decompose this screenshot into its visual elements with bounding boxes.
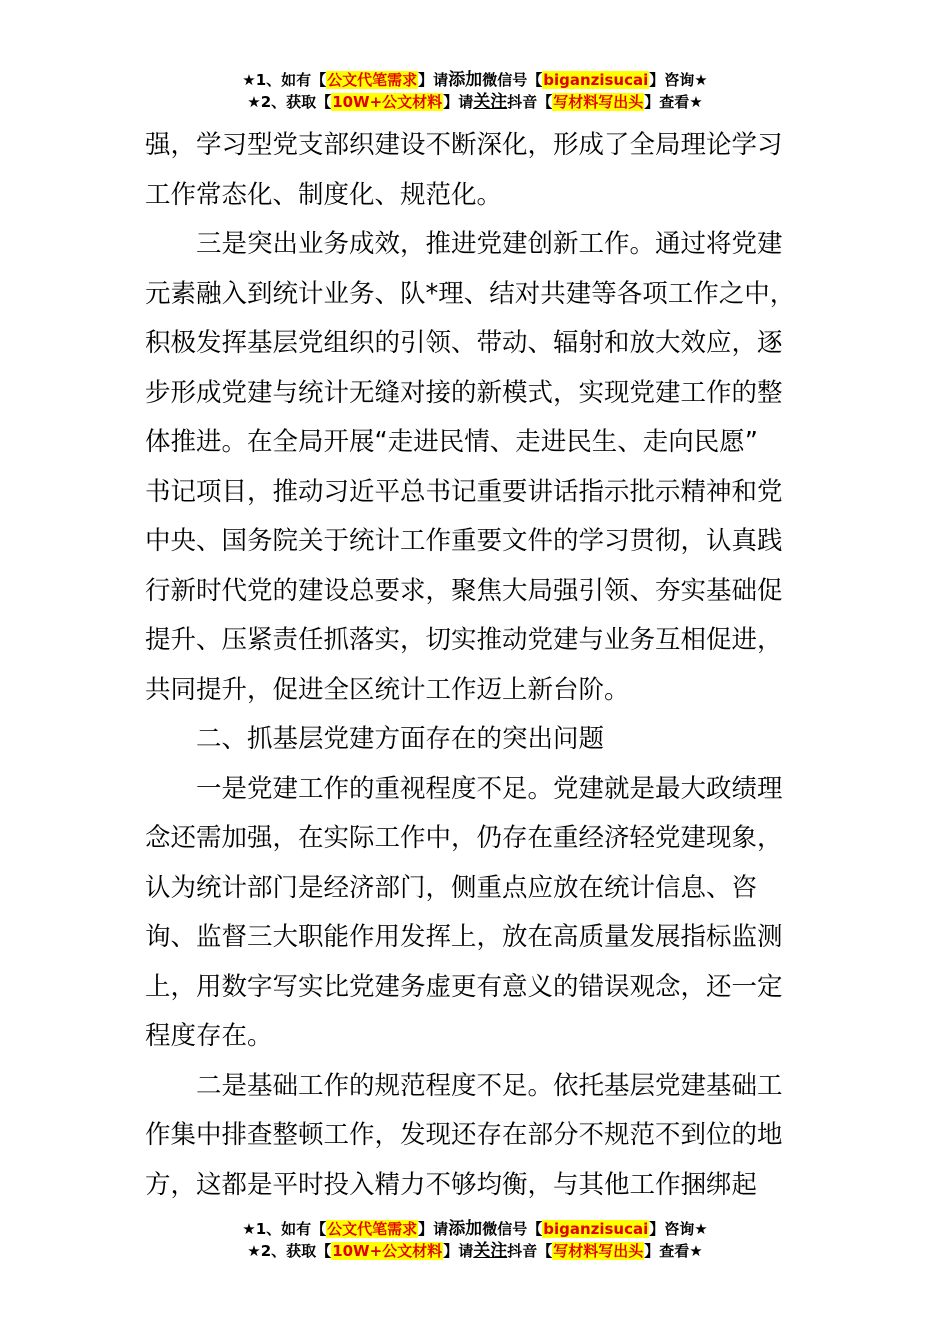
banner-text: 微信号【	[482, 1220, 543, 1238]
paragraph-2	[145, 220, 810, 715]
text-line: 程度存在。	[145, 1021, 273, 1051]
text-line: 念还需加强，在实际工作中，仍存在重经济轻党建现象，	[145, 823, 783, 853]
text-line: 共同提升，促进全区统计工作迈上新台阶。	[145, 674, 630, 705]
highlight-service: 公文代笔需求	[327, 71, 418, 89]
text-line: 行新时代党的建设总要求，聚焦大局强引领、夯实基础促	[145, 575, 783, 606]
banner-text: ★2、获取【	[247, 93, 332, 111]
paragraph-3	[145, 765, 810, 1062]
banner-emphasis: 添加	[448, 1219, 483, 1239]
highlight-wechat-id: biganzisucai	[543, 71, 649, 89]
text-line: 强，学习型党支部织建设不断深化，形成了全局理论学习	[145, 130, 783, 160]
banner-text: ★1、如有【	[242, 1220, 327, 1238]
banner-text: 】请	[443, 1242, 474, 1260]
text-line: 三是突出业务成效，推进党建创新工作。通过将党建	[196, 229, 783, 259]
banner-text: 】咨询★	[649, 1220, 708, 1238]
banner-text: 】咨询★	[649, 71, 708, 89]
text-line: 书记项目，推动习近平总书记重要讲话指示批示精神和党	[145, 476, 783, 507]
highlight-materials: 10W+公文材料	[332, 1242, 443, 1260]
banner-text: 抖音【	[507, 93, 553, 111]
banner-line-2	[0, 1240, 950, 1262]
banner-text: ★2、获取【	[247, 1242, 332, 1260]
highlight-materials: 10W+公文材料	[332, 93, 443, 111]
banner-text: 】请	[418, 71, 449, 89]
banner-emphasis: 添加	[448, 70, 483, 90]
banner-line-2	[0, 91, 950, 113]
text-line: 方，这都是平时投入精力不够均衡，与其他工作捆绑起	[145, 1169, 758, 1200]
highlight-douyin: 写材料写出头	[553, 93, 644, 111]
text-line: 工作常态化、制度化、规范化。	[145, 179, 503, 210]
paragraph-4	[145, 1062, 810, 1211]
text-line: 作集中排查整顿工作，发现还存在部分不规范不到位的地	[145, 1120, 783, 1150]
text-line: 上，用数字写实比党建务虚更有意义的错误观念，还一定	[145, 971, 783, 1002]
text-line: 中央、国务院关于统计工作重要文件的学习贯彻，认真践	[145, 526, 783, 556]
text-line: 元素融入到统计业务、队*理、结对共建等各项工作之中，	[145, 278, 796, 309]
paragraph-1	[145, 121, 810, 220]
text-line: 步形成党建与统计无缝对接的新模式，实现党建工作的整	[145, 377, 783, 408]
banner-text: 】查看★	[644, 1242, 703, 1260]
text-line: 二是基础工作的规范程度不足。依托基层党建基础工	[196, 1070, 783, 1101]
text-line: 一是党建工作的重视程度不足。党建就是最大政绩理	[196, 773, 783, 804]
banner-line-1	[0, 1218, 950, 1240]
text-line: 积极发挥基层党组织的引领、带动、辐射和放大效应，逐	[145, 328, 783, 358]
banner-emphasis: 关注	[473, 92, 508, 112]
banner-text: ★1、如有【	[242, 71, 327, 89]
banner-line-1	[0, 69, 950, 91]
text-line: 认为统计部门是经济部门，侧重点应放在统计信息、咨	[145, 872, 758, 903]
footer-banner	[0, 1218, 950, 1262]
banner-emphasis: 关注	[473, 1241, 508, 1261]
section-heading	[145, 715, 810, 765]
highlight-douyin: 写材料写出头	[553, 1242, 644, 1260]
banner-text: 微信号【	[482, 71, 543, 89]
banner-text: 】查看★	[644, 93, 703, 111]
highlight-service: 公文代笔需求	[327, 1220, 418, 1238]
banner-text: 】请	[418, 1220, 449, 1238]
document-body	[145, 121, 810, 1210]
highlight-wechat-id: biganzisucai	[543, 1220, 649, 1238]
text-line: 询、监督三大职能作用发挥上，放在高质量发展指标监测	[145, 922, 783, 952]
banner-text: 】请	[443, 93, 474, 111]
banner-text: 抖音【	[507, 1242, 553, 1260]
text-line: 提升、压紧责任抓落实，切实推动党建与业务互相促进，	[145, 625, 783, 655]
text-line: 体推进。在全局开展“走进民情、走进民生、走向民愿”	[145, 427, 758, 457]
heading-text: 二、抓基层党建方面存在的突出问题	[196, 724, 605, 754]
header-banner	[0, 69, 950, 113]
